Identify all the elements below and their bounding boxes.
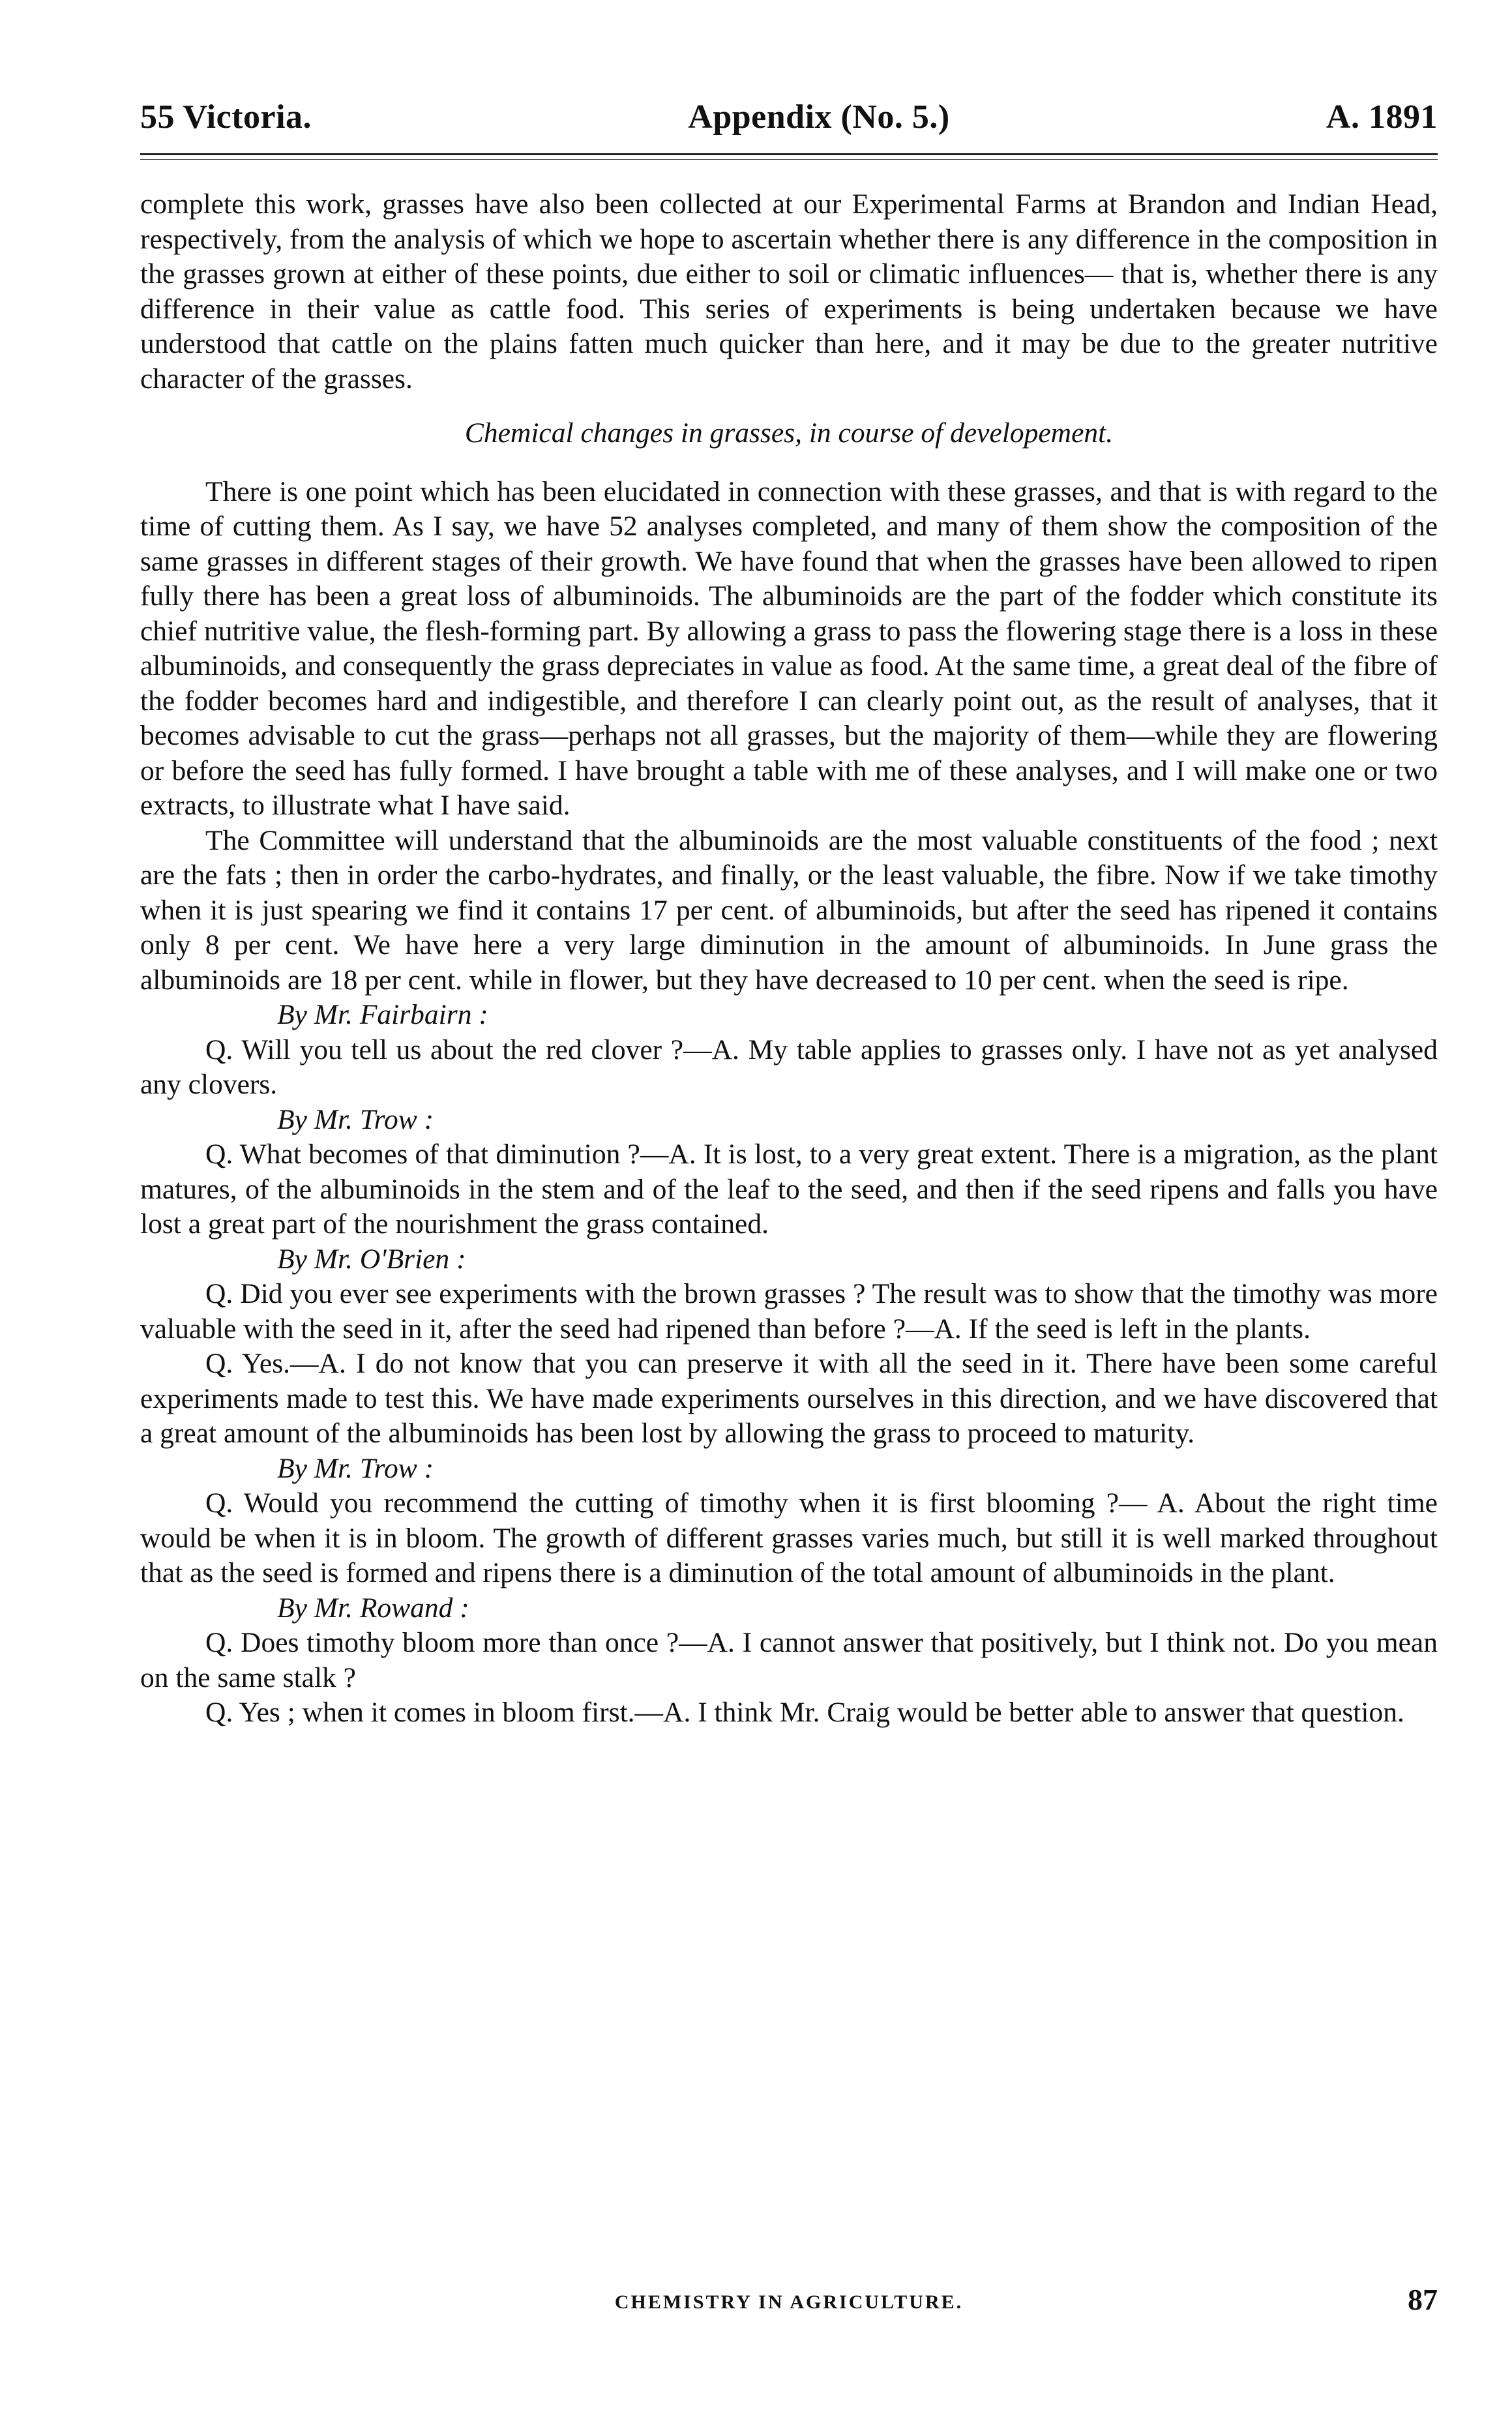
- question-answer: Q. Does timothy bloom more than once ?—A. I cannot answer that positively, but I think not. Do you mean on the same stalk ?: [140, 1627, 1438, 1693]
- page-footer: [140, 2282, 1438, 2321]
- header-appendix: Appendix (No. 5.): [688, 98, 950, 136]
- footer-section-title: CHEMISTRY IN AGRICULTURE.: [614, 2291, 964, 2313]
- header-rule: [140, 153, 1438, 160]
- paragraph: The Committee will understand that the albuminoids are the most valuable constituents of the food ; next are the fats ; then in order the carbo-hydrates, and finally, or the least valuable, the fibre. Now if we take timothy when it is just spearing we find it contains 17 per cent. of albuminoids, but after the seed has ripened it contains only 8 per cent. We have here a very large diminution in the amount of albuminoids. In June grass the albuminoids are 18 per cent. while in flower, but they have decreased to 10 per cent. when the seed is ripe.: [140, 824, 1438, 996]
- paragraph: complete this work, grasses have also been collected at our Experimental Farms at Brandon and Indian Head, respectively, from the analysis of which we hope to ascertain whether there is any difference in the composition in the grasses grown at either of these points, due either to soil or climatic influences— that is, whether there is any difference in their value as cattle food. This series of experiments is being undertaken because we have understood that cattle on the plains fatten much quicker than here, and it may be due to the greater nutritive character of the grasses.: [140, 188, 1438, 395]
- running-header: [140, 98, 1438, 136]
- question-answer: Q. Would you recommend the cutting of timothy when it is first blooming ?— A. About the right time would be when it is in bloom. The growth of different grasses varies much, but still it is well marked throughout that as the seed is formed and ripens there is a diminution of the total amount of albuminoids in the plant.: [140, 1487, 1438, 1588]
- question-answer: Q. Yes.—A. I do not know that you can preserve it with all the seed in it. There have been some careful experiments made to test this. We have made experiments ourselves in this direction, and we have discovered that a great amount of the albuminoids has been lost by allowing the grass to proceed to maturity.: [140, 1348, 1438, 1449]
- speaker-label: By Mr. Trow :: [277, 1103, 434, 1135]
- page-number: 87: [1408, 2283, 1438, 2316]
- document-page: [140, 98, 1438, 1731]
- document-body: [140, 187, 1438, 1731]
- paragraph: There is one point which has been elucidated in connection with these grasses, and that is with regard to the time of cutting them. As I say, we have 52 analyses completed, and many of them show the composition of the same grasses in different stages of their growth. We have found that when the grasses have been allowed to ripen fully there has been a great loss of albuminoids. The albuminoids are the part of the fodder which constitute its chief nutritive value, the flesh-forming part. By allowing a grass to pass the flowering stage there is a loss in these albuminoids, and consequently the grass depreciates in value as food. At the same time, a great deal of the fibre of the fodder becomes hard and indigestible, and therefore I can clearly point out, as the result of analyses, that it becomes advisable to cut the grass—perhaps not all grasses, but the majority of them—while they are flowering or before the seed has fully formed. I have brought a table with me of these analyses, and I will make one or two extracts, to illustrate what I have said.: [140, 475, 1438, 821]
- question-answer: Q. What becomes of that diminution ?—A. It is lost, to a very great extent. There is a migration, as the plant matures, of the albuminoids in the stem and of the leaf to the seed, and then if the seed ripens and falls you have lost a great part of the nourishment the grass contained.: [140, 1139, 1438, 1240]
- speaker-label: By Mr. Rowand :: [277, 1592, 469, 1624]
- question-answer: Q. Will you tell us about the red clover ?—A. My table applies to grasses only. I have not as yet analysed any clovers.: [140, 1034, 1438, 1100]
- speaker-label: By Mr. Trow :: [277, 1452, 434, 1484]
- speaker-label: By Mr. Fairbairn :: [277, 999, 488, 1030]
- section-heading: Chemical changes in grasses, in course of developement.: [464, 417, 1114, 449]
- header-session: 55 Victoria.: [140, 98, 312, 136]
- question-answer: Q. Yes ; when it comes in bloom first.—A. I think Mr. Craig would be better able to answer that question.: [205, 1697, 1404, 1728]
- header-year: A. 1891: [1326, 98, 1438, 136]
- speaker-label: By Mr. O'Brien :: [277, 1243, 466, 1275]
- question-answer: Q. Did you ever see experiments with the brown grasses ? The result was to show that the timothy was more valuable with the seed in it, after the seed had ripened than before ?—A. If the seed is left in the plants.: [140, 1278, 1438, 1345]
